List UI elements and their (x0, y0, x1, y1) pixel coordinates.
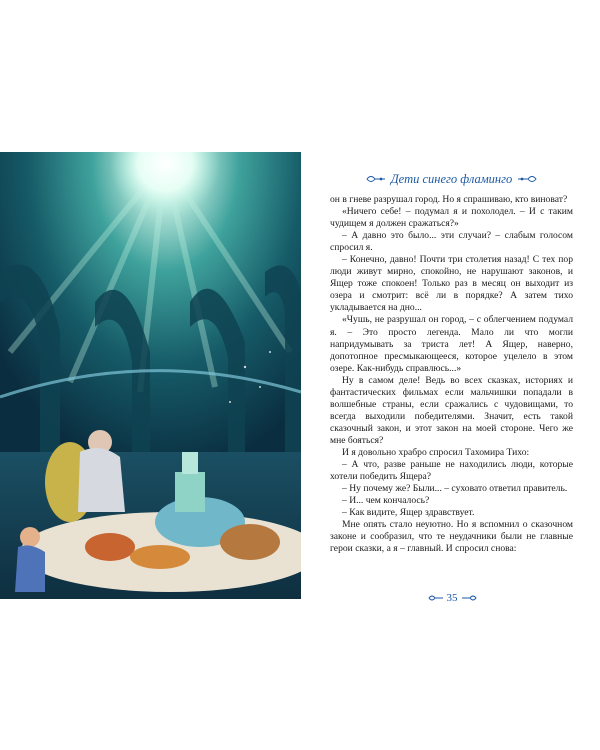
page-number: 35 (446, 592, 458, 604)
folio-ornament-right-icon (461, 593, 477, 603)
running-head-title: Дети синего фламинго (390, 171, 513, 186)
paragraph: Мне опять стало неуютно. Но я вспомнил о сказочном законе и сообразил, что те неудачники были не главные герои сказки, а я – главный. И спросил снова: (330, 519, 573, 555)
body-text (330, 194, 573, 555)
illustration (0, 152, 301, 599)
illustration-art (0, 152, 301, 599)
paragraph: – И... чем кончалось? (342, 495, 430, 507)
paragraph: – Как видите, Ящер здравствует. (342, 507, 475, 519)
paragraph: «Ничего себе! – подумал я и похолодел. – И с таким чудищем я должен сражаться?» (330, 206, 573, 230)
ornament-left-icon (366, 173, 386, 185)
paragraph: – Конечно, давно! Почти три столетия назад! С тех пор люди живут мирно, спокойно, не нарушают законов, и Ящер тоже спокоен! Только раз в месяц он выходит из озера и смотрит: всё ли в порядке? А затем тихо укладывается на дно... (330, 254, 573, 314)
running-head (330, 168, 573, 190)
ornament-right-icon (517, 173, 537, 185)
paragraph: он в гневе разрушал город. Но я спрашиваю, кто виноват? (330, 194, 568, 205)
paragraph: Ну в самом деле! Ведь во всех сказках, историях и фантастических фильмах если мальчишки попадали в волшебные страны, если сражались с чудовищами, то всегда выходили победителями. Значит, есть такой сказочный закон, и этот закон на моей стороне. Чего же мне бояться? (330, 374, 573, 446)
folio-ornament-left-icon (428, 593, 444, 603)
paragraph: «Чушь, не разрушал он город, – с облегчением подумал я. – Это просто легенда. Мало ли что могли напридумывать за триста лет! А Ящер, наверно, допотопное пресмыкающееся, которое уцелело в этом озере. Как-нибудь справлюсь...» (330, 314, 573, 374)
paragraph: – А давно это было... эти случаи? – слабым голосом спросил я. (330, 230, 573, 254)
paragraph: – Ну почему же? Были... – суховато ответил правитель. (342, 483, 568, 495)
text-page (330, 168, 573, 608)
paragraph: И я довольно храбро спросил Тахомира Тихо: (342, 446, 530, 458)
paragraph: – А что, разве раньше не находились люди, которые хотели победить Ящера? (330, 459, 573, 483)
page-folio (423, 590, 481, 606)
